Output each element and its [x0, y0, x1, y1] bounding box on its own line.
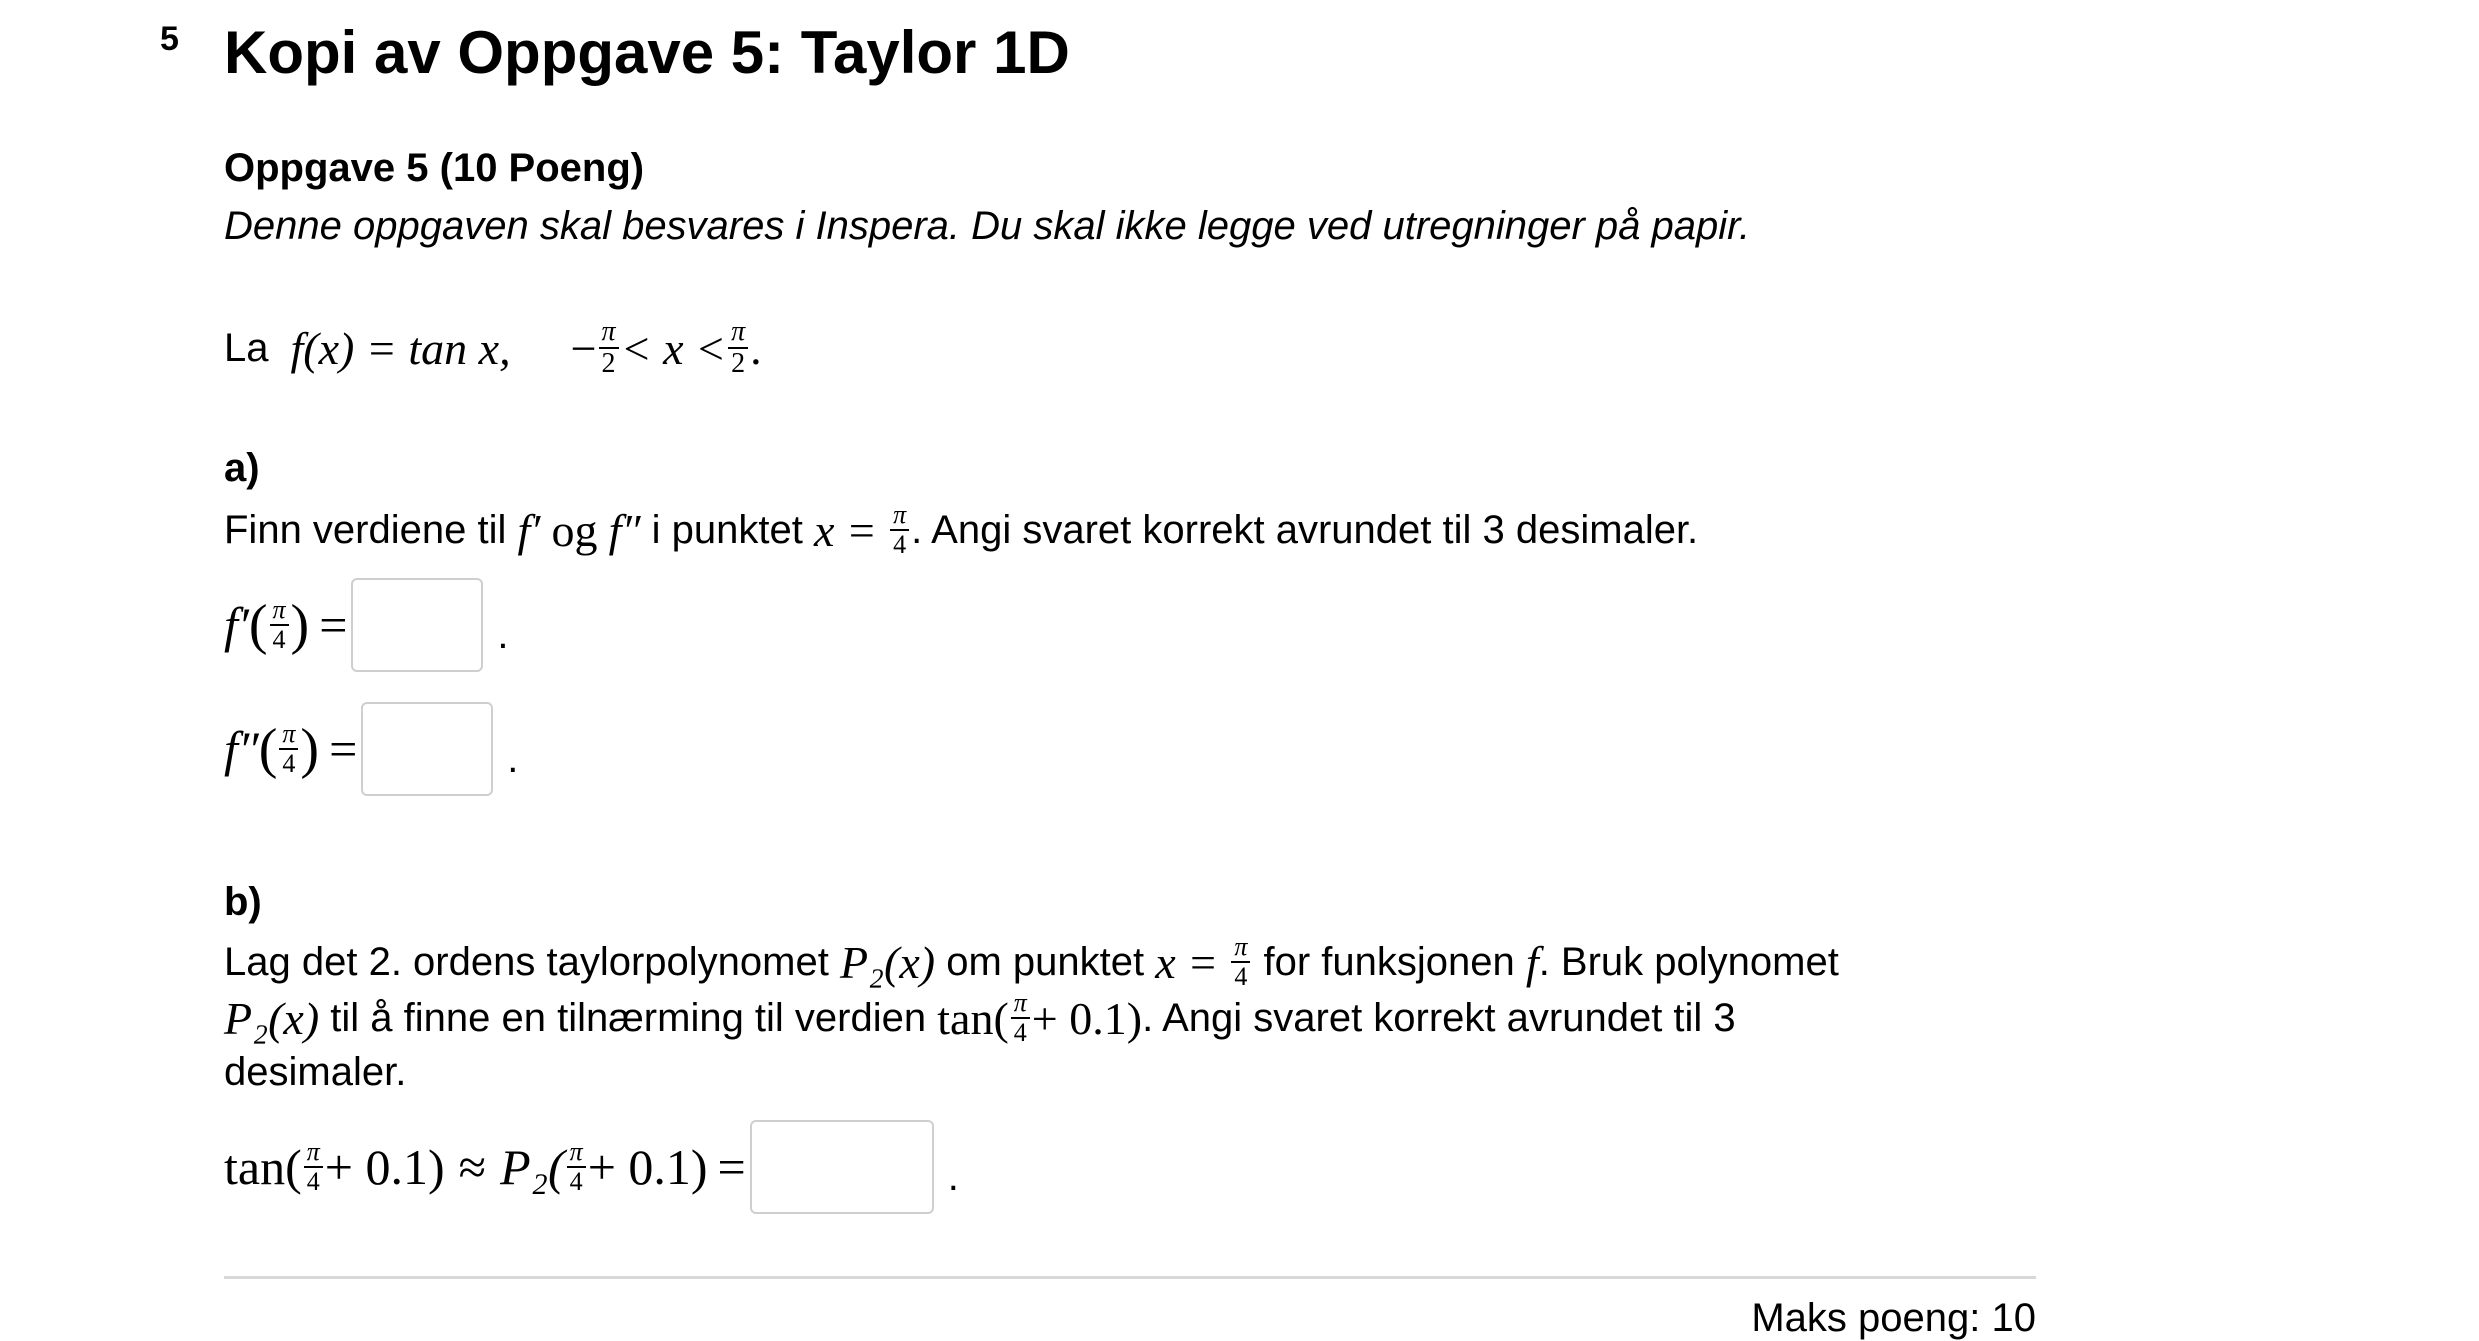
definition-prefix: La [224, 325, 269, 370]
part-b-line-2 [224, 990, 1736, 1046]
part-b-text-5: til å finne en tilnærming til verdien [330, 995, 927, 1040]
part-a-text-3: . Angi svaret korrekt avrundet til 3 desimaler. [911, 507, 1699, 552]
answer-row-f-prime: f′ ( $\frac{\pi}{4}$ ) = . [224, 578, 509, 672]
task-instruction: Denne oppgaven skal besvares i Inspera. Du skal ikke legge ved utregninger på papir. [224, 204, 1751, 248]
approx-sign: ≈ [458, 1139, 487, 1195]
frac-pi-over-4: $\frac{\pi}{4}$ [304, 1139, 323, 1195]
equals-sign: = [717, 1139, 746, 1195]
plus-point-one: + 0.1) [1031, 992, 1143, 1044]
plus-point-one: + 0.1) [587, 1139, 708, 1195]
part-a-text-2: i punktet [651, 507, 803, 552]
answer-input-taylor[interactable] [750, 1120, 934, 1214]
part-a-label: a) [224, 446, 260, 490]
part-b-line-1 [224, 934, 1839, 990]
period: . [507, 736, 519, 781]
frac-pi-over-4: $\frac{\pi}{4}$ [270, 597, 289, 653]
plus-point-one: + 0.1) [324, 1139, 445, 1195]
frac-pi-over-4: $\frac{\pi}{4}$ [567, 1139, 586, 1195]
part-b-text-7: desimaler. [224, 1050, 407, 1094]
task-heading: Oppgave 5 (10 Poeng) [224, 146, 645, 190]
part-b-label: b) [224, 880, 262, 924]
domain-minus: − [570, 322, 597, 374]
period: . [947, 1154, 959, 1199]
max-points: Maks poeng: 10 [1751, 1296, 2036, 1340]
part-a-text-1: Finn verdiene til [224, 507, 507, 552]
part-a-text [224, 502, 1698, 558]
x-equals: x = [1155, 936, 1219, 988]
tan-open: tan( [937, 992, 1009, 1044]
p2-of-x: P₂(x) [224, 992, 320, 1044]
frac-pi-over-4: $\frac{\pi}{4}$ [1231, 934, 1250, 990]
question-number: 5 [160, 20, 179, 58]
f-symbol: f [1525, 936, 1539, 988]
f-prime-symbol: f′ [517, 504, 541, 556]
equals-sign: = [329, 721, 358, 777]
domain-end: . [750, 322, 762, 374]
x-equals: x = [814, 504, 877, 556]
f-double-prime-symbol: f″ [608, 504, 641, 556]
part-b-line-3 [224, 1050, 406, 1095]
f-prime-label: f′ [224, 597, 249, 653]
part-b-text-2: om punktet [946, 939, 1145, 984]
frac-pi-over-4: $\frac{\pi}{4}$ [1011, 990, 1030, 1046]
frac-pi-over-4: $\frac{\pi}{4}$ [890, 502, 909, 558]
f-double-prime-label: f″ [224, 721, 259, 777]
definition-function: f(x) = tan x, [290, 322, 511, 374]
part-b-text-4: . Bruk polynomet [1538, 939, 1839, 984]
footer-divider [224, 1276, 2036, 1279]
p2-of-x: P₂(x) [839, 936, 936, 988]
frac-pi-over-2-left: $\frac{\pi}{2}$ [599, 318, 619, 378]
equals-sign: = [319, 597, 348, 653]
og-word: og [551, 504, 598, 556]
answer-input-f-prime[interactable] [351, 578, 483, 672]
function-definition [224, 318, 762, 378]
question-title: Kopi av Oppgave 5: Taylor 1D [224, 19, 1070, 86]
answer-row-f-double-prime: f″ ( $\frac{\pi}{4}$ ) = . [224, 702, 518, 796]
tan-open: tan( [224, 1139, 302, 1195]
frac-pi-over-4: $\frac{\pi}{4}$ [279, 721, 298, 777]
period: . [497, 612, 509, 657]
part-b-text-6: . Angi svaret korrekt avrundet til 3 [1142, 995, 1736, 1040]
answer-input-f-double-prime[interactable] [361, 702, 493, 796]
part-b-text-3: for funksjonen [1263, 939, 1515, 984]
answer-row-taylor [224, 1120, 959, 1214]
p2-open: P₂( [500, 1139, 565, 1195]
domain-middle: < x < [620, 322, 727, 374]
frac-pi-over-2-right: $\frac{\pi}{2}$ [728, 318, 748, 378]
part-b-text-1: Lag det 2. ordens taylorpolynomet [224, 939, 829, 984]
